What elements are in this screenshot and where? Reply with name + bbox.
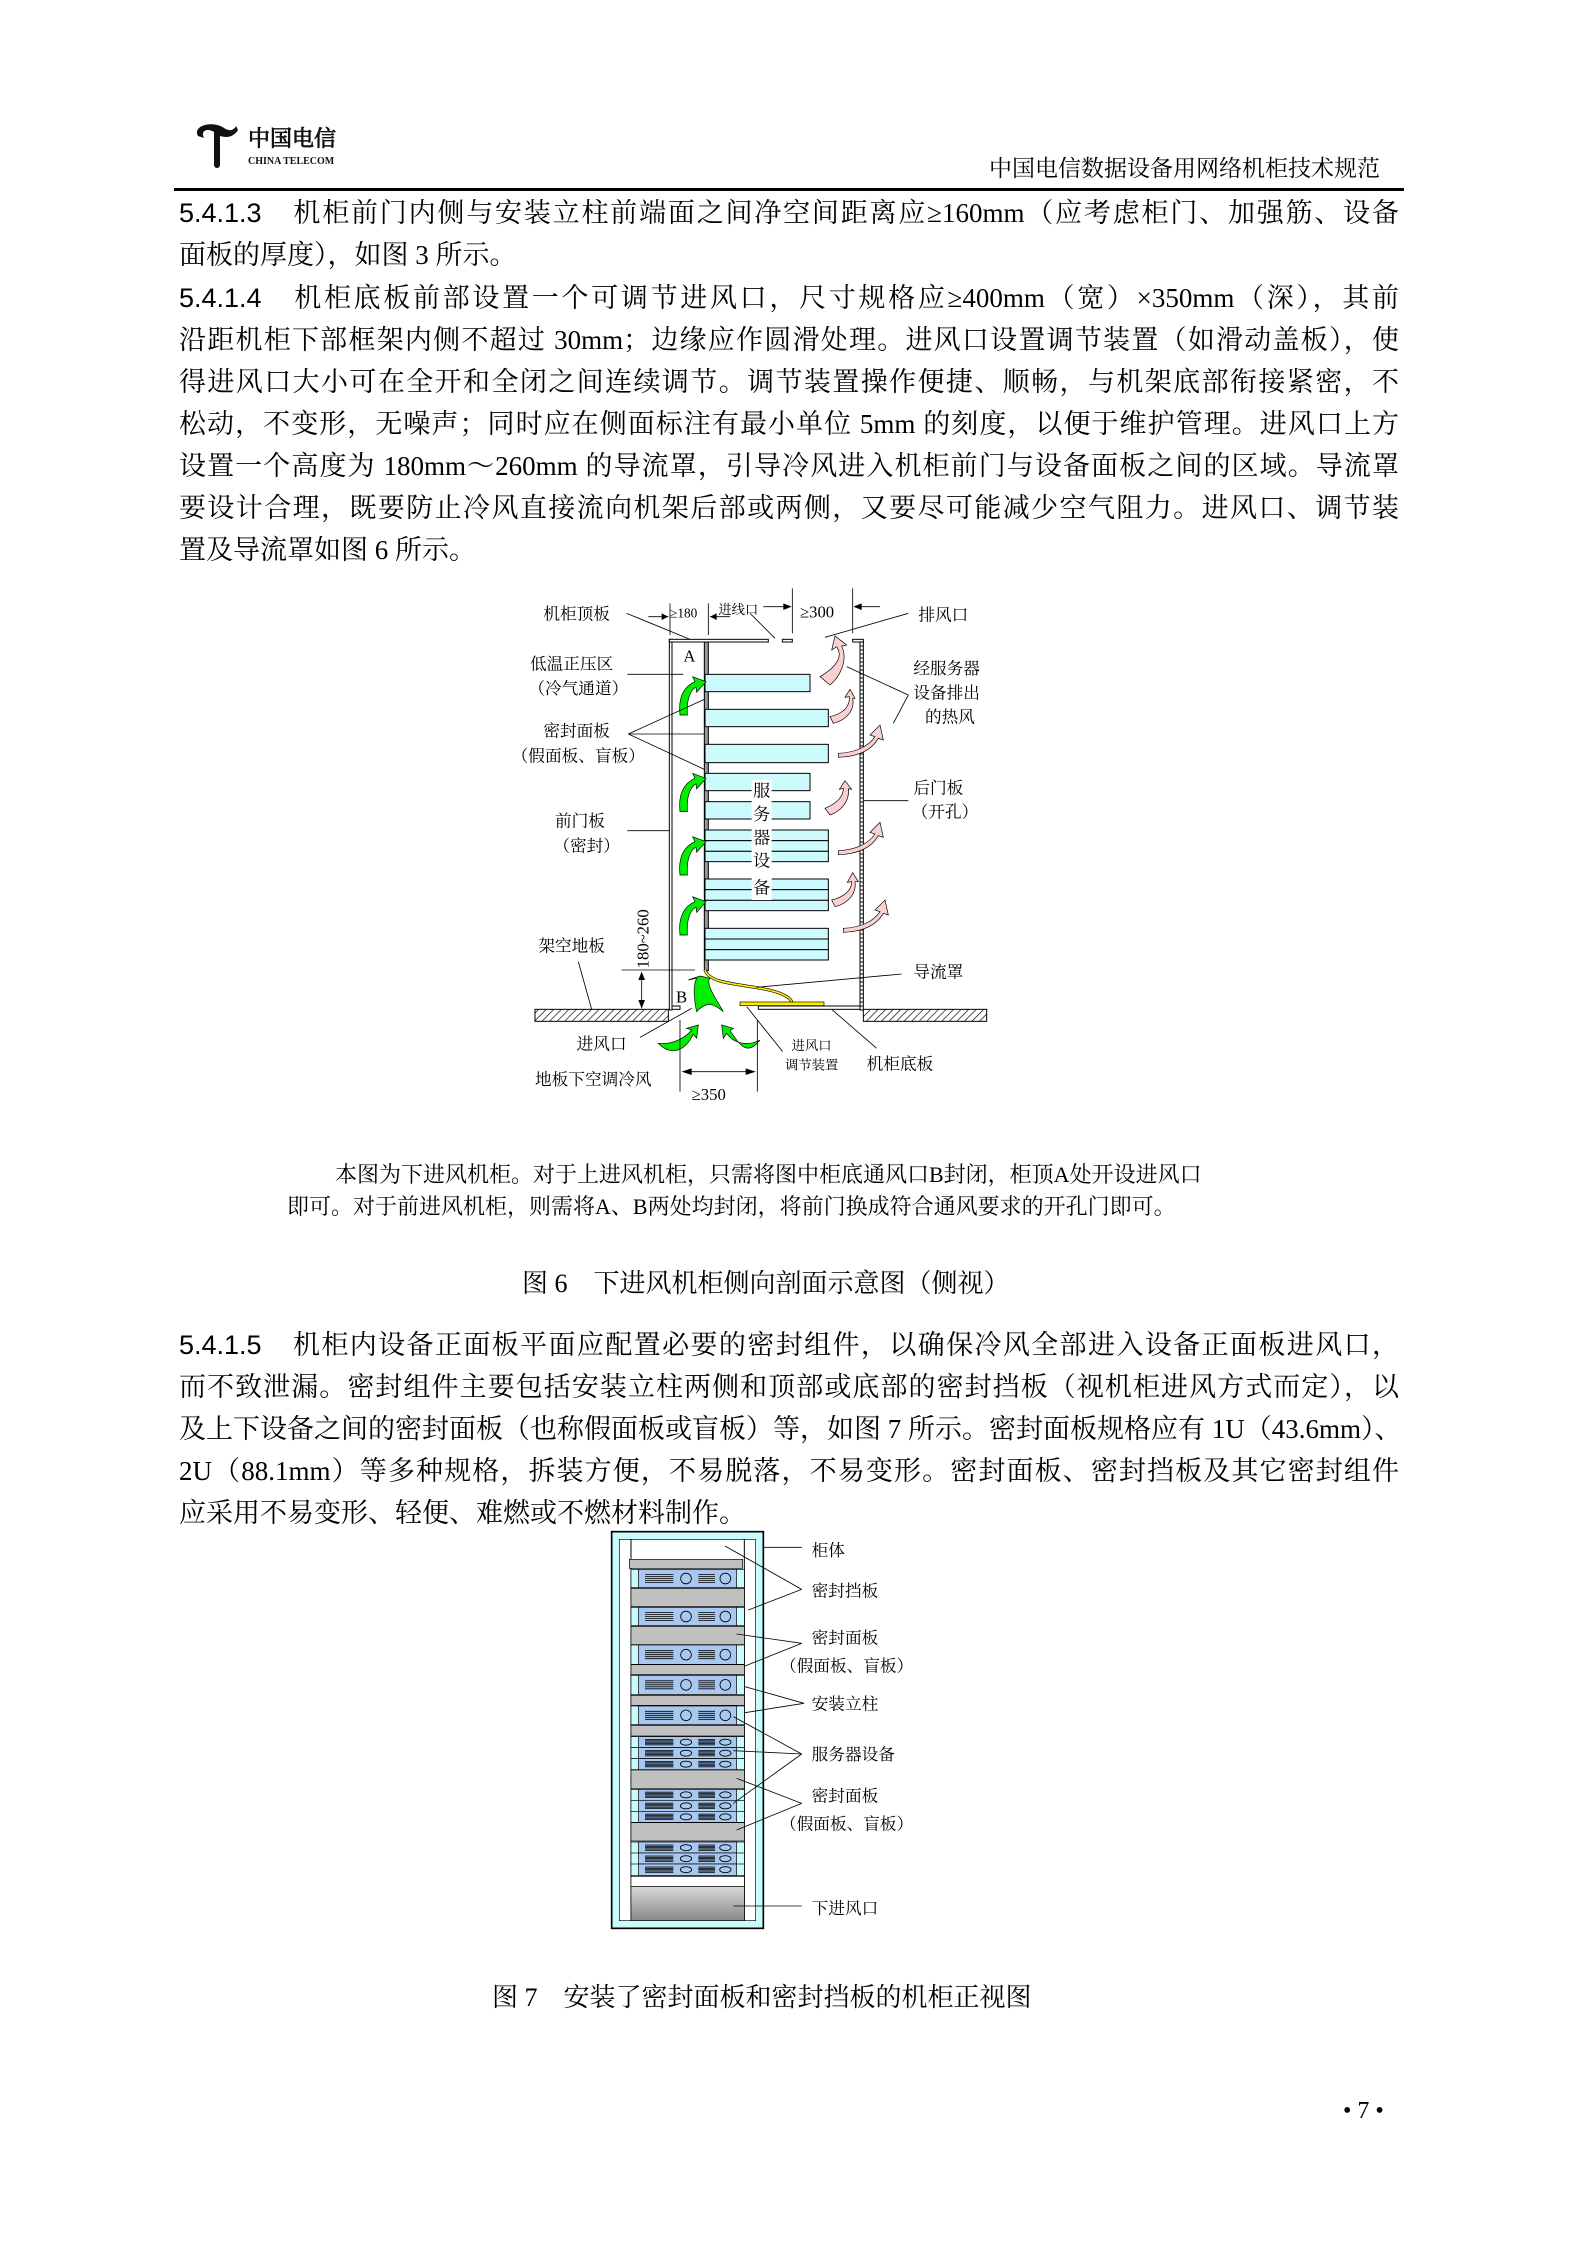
server-unit xyxy=(631,1737,744,1748)
seal-panel xyxy=(631,1823,744,1841)
seal-panel xyxy=(631,1725,744,1736)
server-unit xyxy=(631,1789,744,1800)
label-seal-panel-sub: （假面板、盲板） xyxy=(511,746,645,766)
figure-7-diagram xyxy=(600,1530,1000,1950)
server-unit xyxy=(705,950,828,960)
label-point-a: A xyxy=(683,646,696,666)
label-air-inlet: 进风口 xyxy=(576,1034,627,1054)
document-title: 中国电信数据设备用网络机柜技术规范 xyxy=(989,156,1380,181)
section-5415-line: 应采用不易变形、轻便、难燃或不燃材料制作。 xyxy=(179,1498,746,1528)
server-label-char: 务 xyxy=(753,805,771,824)
label-seal-panel-sub: （假面板、盲板） xyxy=(780,1814,914,1834)
section-5414-line: 设置一个高度为 180mm～260mm 的导流罩，引导冷风进入机柜前门与设备面板之间的区域。导流罩 xyxy=(179,451,1399,481)
figure-6-diagram xyxy=(500,580,1060,1140)
server-label-char: 器 xyxy=(753,828,771,848)
server-unit xyxy=(631,1800,744,1811)
server-unit xyxy=(705,900,828,910)
front-door xyxy=(669,639,672,1010)
server-unit xyxy=(631,1748,744,1759)
server-unit xyxy=(631,1842,744,1853)
top-plate xyxy=(669,639,768,642)
server-unit xyxy=(631,1759,744,1770)
section-5415-line xyxy=(179,1324,1399,1366)
section-5414-line: 松动，不变形，无噪声；同时应在侧面标注有最小单位 5mm 的刻度，以便于维护管理。进风口上方 xyxy=(179,409,1399,439)
label-seal-baffle: 密封挡板 xyxy=(811,1581,879,1601)
server-unit xyxy=(705,709,828,726)
server-unit xyxy=(631,1811,744,1822)
seal-panel xyxy=(631,1695,744,1705)
label-underfloor-air: 地板下空调冷风 xyxy=(535,1070,652,1089)
label-cabinet: 柜体 xyxy=(811,1541,845,1560)
label-seal-panel: 密封面板 xyxy=(811,1628,879,1648)
figure-6-note: 即可。对于前进风机柜，则需将A、B两处均封闭，将前门换成符合通风要求的开孔门即可。 xyxy=(287,1194,1176,1219)
server-unit xyxy=(705,939,828,950)
text: 机柜前门内侧与安装立柱前端面之间净空间距离应≥160mm（应考虑柜门、加强筋、设备 xyxy=(291,198,1399,228)
server-label-char: 备 xyxy=(753,878,771,898)
section-5415-line: 而不致泄漏。密封组件主要包括安装立柱两侧和顶部或底部的密封挡板（视机柜进风方式而定），以 xyxy=(179,1372,1399,1402)
raised-floor-left xyxy=(535,1009,668,1021)
label-top-plate: 机柜顶板 xyxy=(543,604,610,624)
label-seal-panel-sub: （假面板、盲板） xyxy=(780,1656,914,1676)
section-5415-line: 2U（88.1mm）等多种规格，拆装方便，不易脱落，不易变形。密封面板、密封挡板及其它密封组件 xyxy=(179,1456,1399,1486)
server-unit xyxy=(631,1569,744,1587)
label-rear-door: 后门板 xyxy=(913,778,964,798)
label-bottom-inlet: 下进风口 xyxy=(811,1899,879,1918)
hot-air-arrows xyxy=(820,636,888,932)
gap xyxy=(631,1877,744,1887)
label-dim-180: ≥180 xyxy=(670,605,698,621)
label-dim-300: ≥300 xyxy=(800,602,835,622)
text: 机柜底板前部设置一个可调节进风口，尺寸规格应≥400mm（宽）×350mm（深），其前 xyxy=(291,283,1399,313)
label-hot-air: 设备排出 xyxy=(913,683,980,703)
label-hot-air: 经服务器 xyxy=(913,659,980,678)
figure-6-note: 本图为下进风机柜。对于上进风机柜，只需将图中柜底通风口B封闭，柜顶A处开设进风口 xyxy=(335,1162,1202,1187)
seal-baffle-top xyxy=(629,1559,742,1568)
deflector xyxy=(705,970,792,1003)
server-label-char: 服 xyxy=(753,781,771,801)
section-5413-line xyxy=(179,192,1399,234)
label-rear-door-sub: （开孔） xyxy=(911,802,979,822)
server-unit xyxy=(631,1675,744,1694)
figure-6-caption: 图 6 下进风机柜侧向剖面示意图（侧视） xyxy=(522,1269,1010,1298)
label-raised-floor: 架空地板 xyxy=(538,936,605,956)
seal-panel xyxy=(631,1665,744,1675)
section-number: 5.4.1.5 xyxy=(179,1330,262,1360)
label-dim-350: ≥350 xyxy=(691,1085,726,1104)
rack-units xyxy=(631,1569,744,1875)
label-front-door: 前门板 xyxy=(555,811,605,831)
logo-en-text: CHINA TELECOM xyxy=(248,156,335,167)
text: 机柜内设备正面板平面应配置必要的密封组件，以确保冷风全部进入设备正面板进风口， xyxy=(291,1330,1399,1360)
label-cabinet-bottom: 机柜底板 xyxy=(866,1054,934,1074)
server-unit xyxy=(705,928,828,939)
section-5414-line: 要设计合理，既要防止冷风直接流向机架后部或两侧，又要尽可能减少空气阻力。进风口、调节装 xyxy=(179,493,1399,523)
label-cold-zone-sub: （冷气通道） xyxy=(528,679,629,698)
section-number: 5.4.1.3 xyxy=(179,198,262,228)
seal-panel xyxy=(631,1626,744,1644)
section-5414-line: 置及导流罩如图 6 所示。 xyxy=(179,535,476,565)
page-number: • 7 • xyxy=(1343,2098,1384,2124)
server-unit xyxy=(705,744,828,762)
label-server-equipment: 服务器设备 xyxy=(811,1745,895,1764)
section-5415-line: 及上下设备之间的密封面板（也称假面板或盲板）等，如图 7 所示。密封面板规格应有 1U（43.6mm）、 xyxy=(179,1414,1402,1444)
label-cold-zone: 低温正压区 xyxy=(530,654,614,674)
raised-floor-right xyxy=(863,1009,986,1021)
label-front-door-sub: （密封） xyxy=(553,836,620,856)
bottom-inlet xyxy=(631,1887,744,1921)
server-unit xyxy=(631,1607,744,1625)
figure-7-caption: 图 7 安装了密封面板和密封挡板的机柜正视图 xyxy=(492,1983,1032,2012)
label-adjuster: 进风口 xyxy=(791,1038,832,1053)
label-dim-180-260: 180~260 xyxy=(633,909,653,969)
section-5413-line: 面板的厚度），如图 3 所示。 xyxy=(179,240,517,270)
server-unit xyxy=(631,1864,744,1875)
seal-panel xyxy=(631,1770,744,1788)
section-5414-line: 沿距机柜下部框架内侧不超过 30mm；边缘应作圆滑处理。进风口设置调节装置（如滑动盖板），使 xyxy=(179,325,1399,355)
server-unit xyxy=(631,1706,744,1725)
cabinet-bottom-plate xyxy=(758,1006,860,1009)
label-deflector: 导流罩 xyxy=(913,962,964,982)
china-telecom-logo xyxy=(190,118,370,170)
section-5414-line: 得进风口大小可在全开和全闭之间连续调节。调节装置操作便捷、顺畅，与机架底部衔接紧密，不 xyxy=(179,367,1399,397)
label-exhaust: 排风口 xyxy=(918,605,969,625)
label-cable-inlet: 进线口 xyxy=(718,602,759,617)
seal-panel xyxy=(631,1588,744,1606)
label-seal-panel: 密封面板 xyxy=(543,721,610,741)
rear-door-perforated xyxy=(860,642,863,1010)
label-mount-post: 安装立柱 xyxy=(811,1694,879,1714)
header-rule xyxy=(174,188,1404,191)
server-unit xyxy=(631,1853,744,1864)
inlet-adjuster-plate xyxy=(740,1002,824,1006)
section-5414-line xyxy=(179,277,1399,319)
label-seal-panel: 密封面板 xyxy=(811,1786,879,1806)
server-label-char: 设 xyxy=(753,851,771,871)
section-number: 5.4.1.4 xyxy=(179,283,262,313)
cable-inlet-cover xyxy=(782,639,792,642)
logo-cn-text: 中国电信 xyxy=(248,126,337,151)
label-hot-air: 的热风 xyxy=(925,707,975,727)
label-point-b: B xyxy=(676,987,688,1007)
cold-air-arrows xyxy=(658,677,760,1051)
server-unit xyxy=(705,674,810,691)
label-adjuster-sub: 调节装置 xyxy=(785,1057,839,1073)
server-unit xyxy=(631,1645,744,1664)
